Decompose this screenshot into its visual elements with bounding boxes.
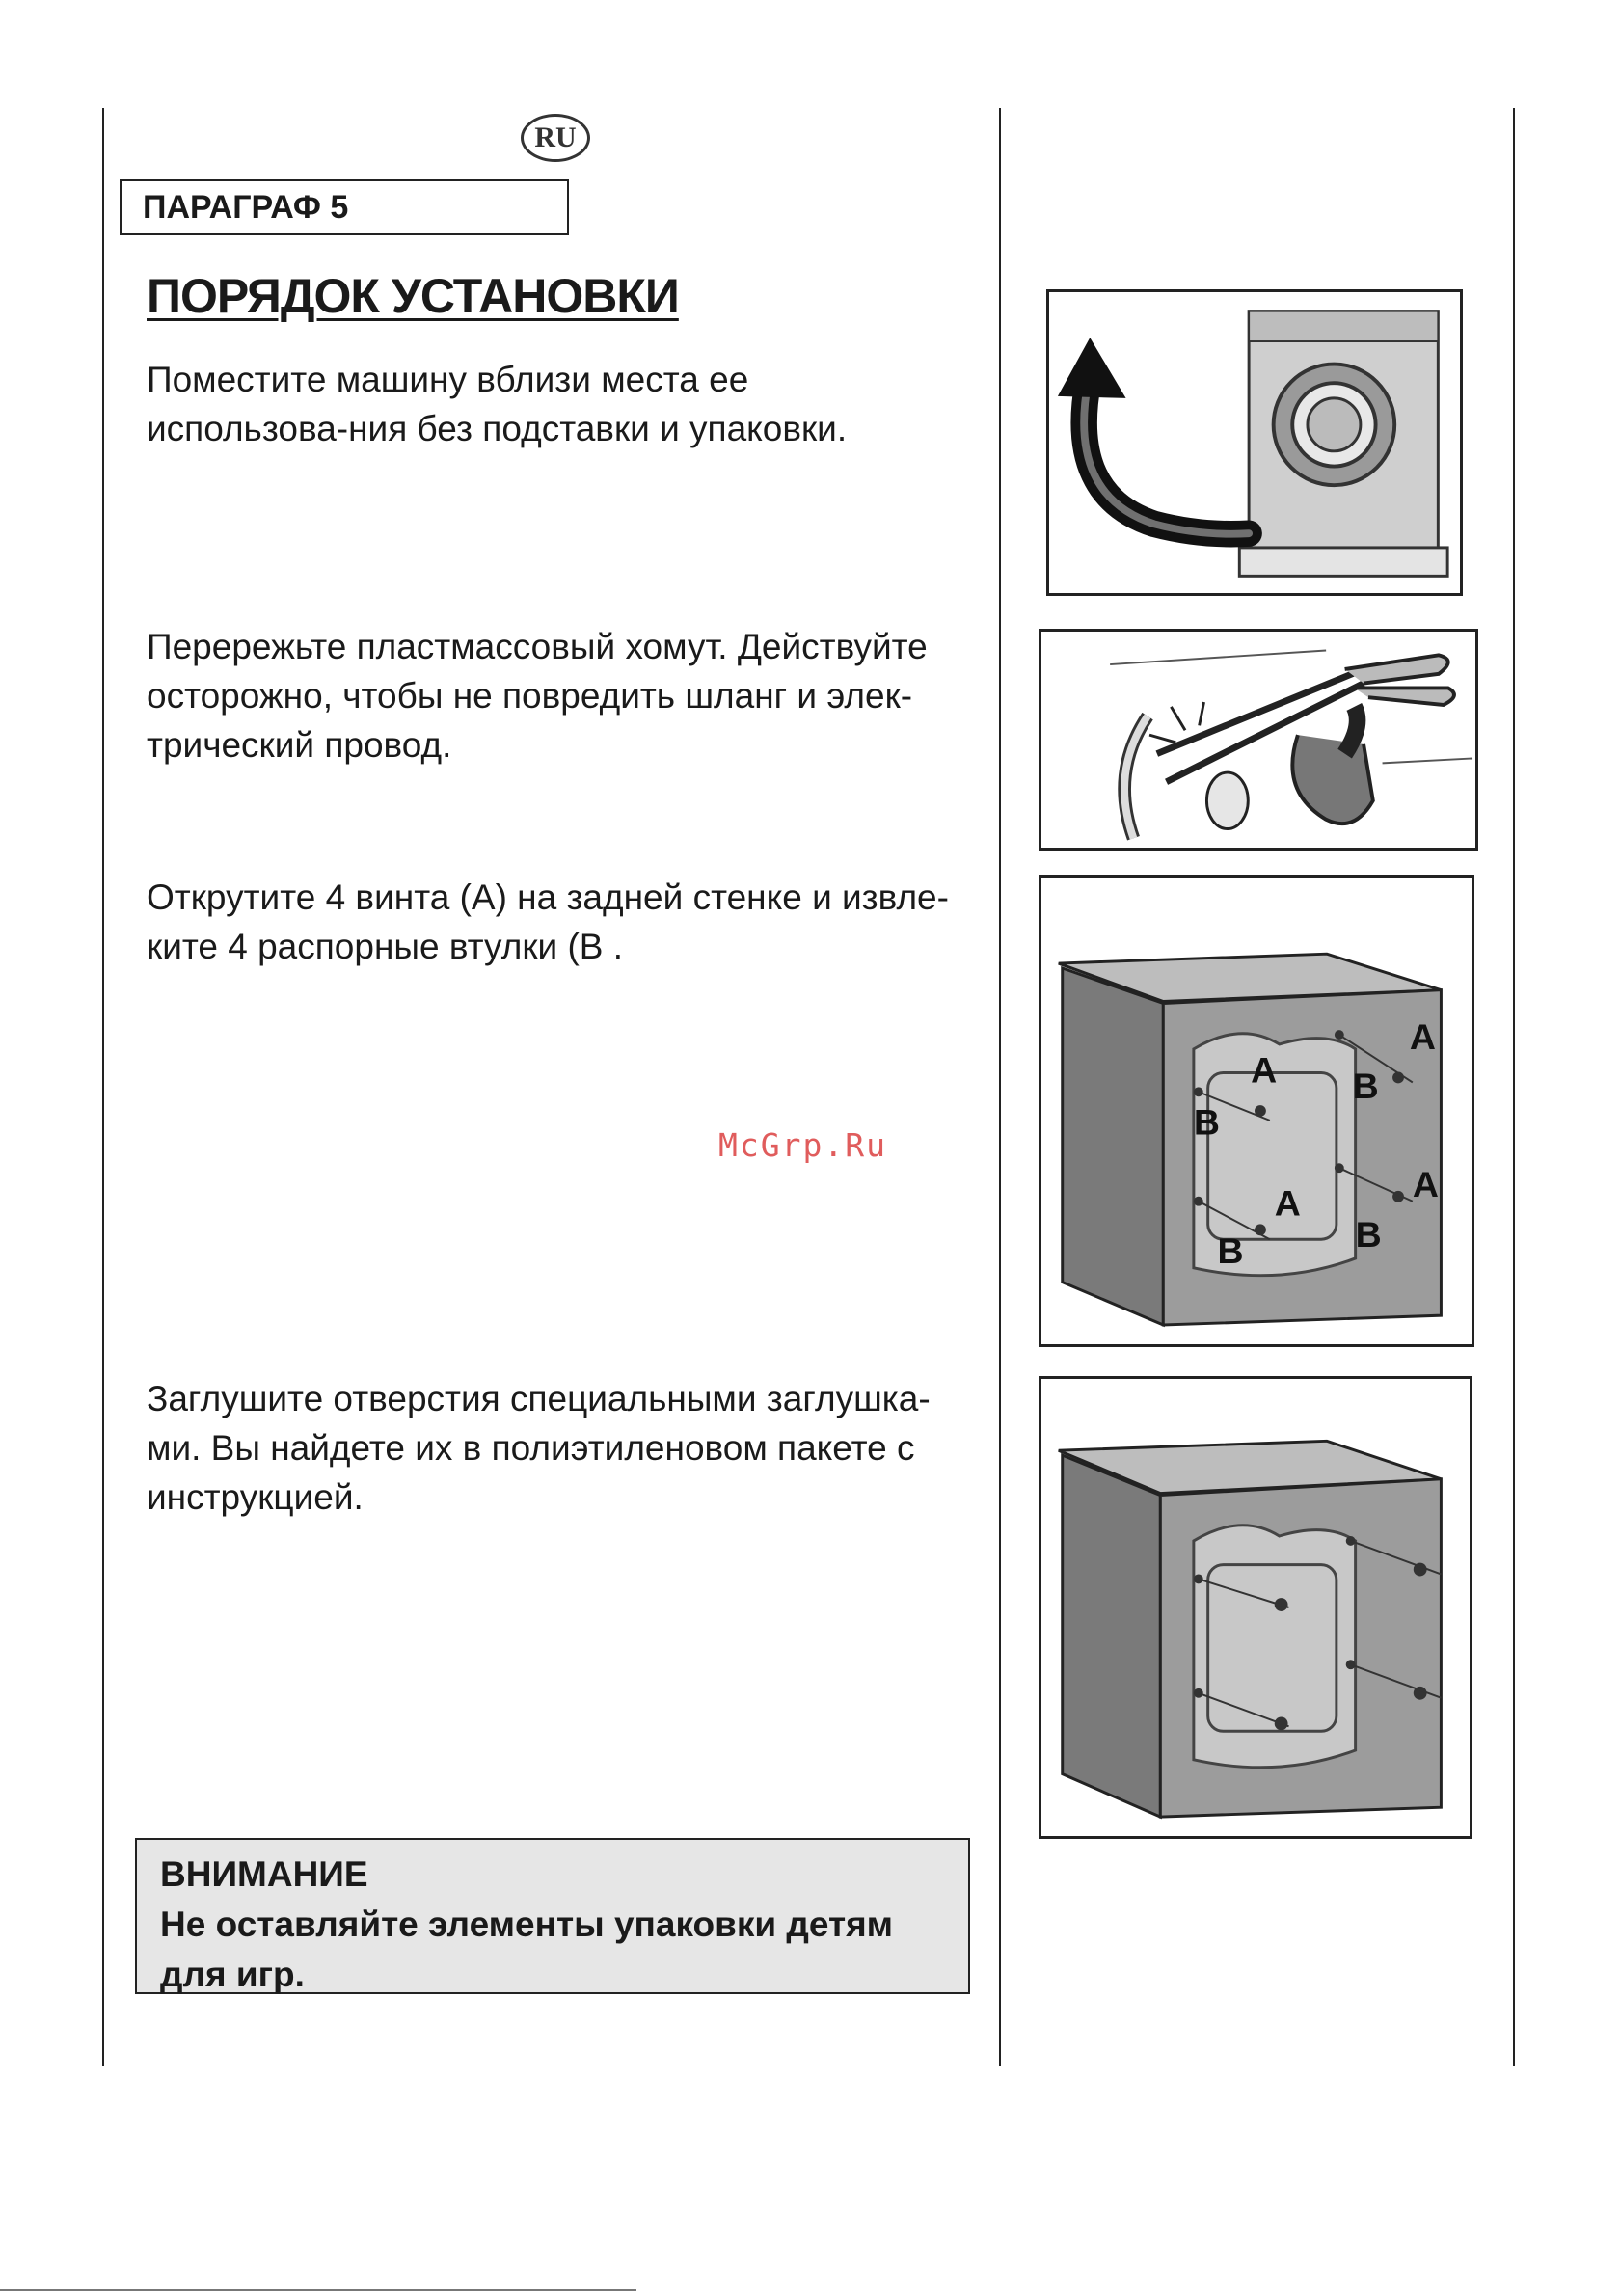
step-text: Перережьте пластмассовый хомут. Действуйте осторожно, чтобы не повредить шланг и элек-трический провод. [147, 627, 928, 765]
figure-plug-holes [1039, 1376, 1472, 1839]
warning-text: Не оставляйте элементы упаковки детям для игр. [160, 1904, 894, 1994]
warning-title: ВНИМАНИЕ [160, 1854, 368, 1894]
right-margin-rule [1513, 108, 1515, 2066]
label-b: B [1217, 1229, 1244, 1271]
left-margin-rule [102, 108, 104, 2066]
hose-tie-illustration [1041, 632, 1475, 848]
label-b: B [1355, 1214, 1382, 1256]
page-title: ПОРЯДОК УСТАНОВКИ [147, 269, 679, 323]
label-a: A [1409, 1015, 1436, 1057]
label-a: A [1412, 1163, 1439, 1204]
paragraph-label: ПАРАГРАФ 5 [120, 179, 569, 235]
step-text: Открутите 4 винта (A) на задней стенке и извле-ките 4 распорные втулки (B . [147, 878, 949, 966]
step-text: Поместите машину вблизи места ее использова-ния без подставки и упаковки. [147, 360, 848, 448]
watermark: McGrp.Ru [718, 1126, 887, 1164]
column-divider-rule [999, 108, 1001, 2066]
curved-arrow-icon [1058, 338, 1249, 534]
language-badge: RU [521, 114, 590, 162]
footer-rule [0, 2289, 636, 2291]
machine-back-plugs-illustration [1041, 1379, 1470, 1836]
label-a: A [1251, 1049, 1278, 1091]
label-b: B [1193, 1101, 1220, 1143]
washing-machine-illustration [1049, 292, 1460, 593]
figure-remove-bolts [1039, 875, 1474, 1347]
label-b: B [1352, 1066, 1379, 1107]
figure-cut-tie [1039, 629, 1478, 851]
machine-back-illustration [1041, 878, 1472, 1344]
warning-box [135, 1838, 970, 1994]
step-text: Заглушите отверстия специальными заглушка-ми. Вы найдете их в полиэтиленовом пакете с инструкцией. [147, 1379, 931, 1517]
figure-remove-base [1046, 289, 1463, 596]
label-a: A [1274, 1182, 1301, 1224]
